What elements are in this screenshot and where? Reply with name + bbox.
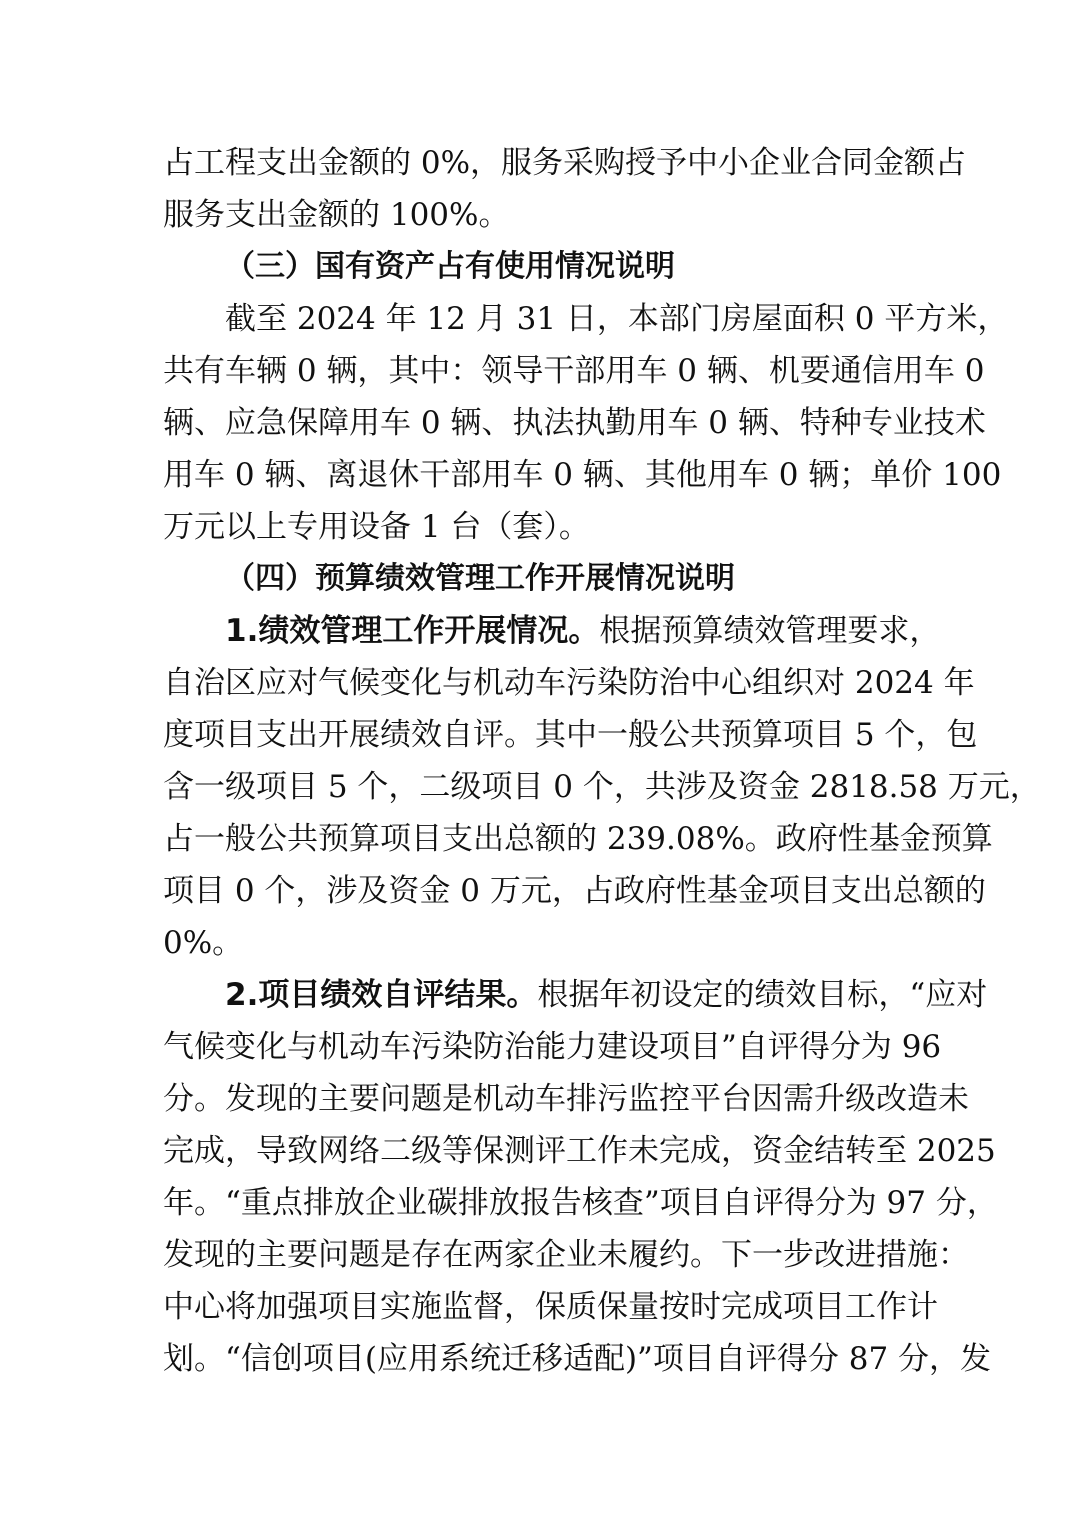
- paragraph-line: 度项目支出开展绩效自评。其中一般公共预算项目 5 个，包: [163, 717, 978, 753]
- paragraph-line: 年。“重点排放企业碳排放报告核查”项目自评得分为 97 分，: [163, 1185, 998, 1221]
- paragraph-line: 中心将加强项目实施监督，保质保量按时完成项目工作计: [163, 1289, 938, 1325]
- paragraph-line: 占工程支出金额的 0%，服务采购授予中小企业合同金额占: [163, 145, 967, 181]
- paragraph-line: 气候变化与机动车污染防治能力建设项目”自评得分为 96: [163, 1029, 942, 1065]
- subsection-lead-1: 1.绩效管理工作开展情况。: [225, 613, 600, 649]
- paragraph-line: 含一级项目 5 个，二级项目 0 个，共涉及资金 2818.58 万元，: [163, 769, 1041, 805]
- paragraph-line: 自治区应对气候变化与机动车污染防治中心组织对 2024 年: [163, 665, 975, 701]
- paragraph-line: 分。发现的主要问题是机动车排污监控平台因需升级改造未: [163, 1081, 969, 1117]
- paragraph-line: [163, 605, 941, 657]
- paragraph-line: 占一般公共预算项目支出总额的 239.08%。政府性基金预算: [163, 821, 993, 857]
- paragraph-line: 完成，导致网络二级等保测评工作未完成，资金结转至 2025: [163, 1133, 996, 1169]
- section-heading-performance: （四）预算绩效管理工作开展情况说明: [225, 561, 735, 596]
- paragraph-line: [163, 969, 988, 1021]
- paragraph-line: 0%。: [163, 925, 244, 961]
- paragraph-line: 项目 0 个，涉及资金 0 万元，占政府性基金项目支出总额的: [163, 873, 986, 909]
- paragraph-line: 划。“信创项目(应用系统迁移适配)”项目自评得分 87 分，发: [163, 1341, 992, 1377]
- paragraph-line: 用车 0 辆、离退休干部用车 0 辆、其他用车 0 辆；单价 100: [163, 457, 1002, 493]
- paragraph-text: 根据预算绩效管理要求，: [599, 613, 941, 649]
- paragraph-text: 根据年初设定的绩效目标，“应对: [537, 977, 988, 1013]
- paragraph-line: 万元以上专用设备 1 台（套）。: [163, 509, 590, 545]
- paragraph-line: 服务支出金额的 100%。: [163, 197, 510, 233]
- subsection-lead-2: 2.项目绩效自评结果。: [225, 977, 538, 1013]
- paragraph-line: 截至 2024 年 12 月 31 日，本部门房屋面积 0 平方米，: [225, 301, 1009, 337]
- paragraph-line: 共有车辆 0 辆，其中：领导干部用车 0 辆、机要通信用车 0: [163, 353, 985, 389]
- section-heading-assets: （三）国有资产占有使用情况说明: [225, 249, 675, 284]
- paragraph-line: 辆、应急保障用车 0 辆、执法执勤用车 0 辆、特种专业技术: [163, 405, 986, 441]
- paragraph-line: 发现的主要问题是存在两家企业未履约。下一步改进措施：: [163, 1237, 969, 1273]
